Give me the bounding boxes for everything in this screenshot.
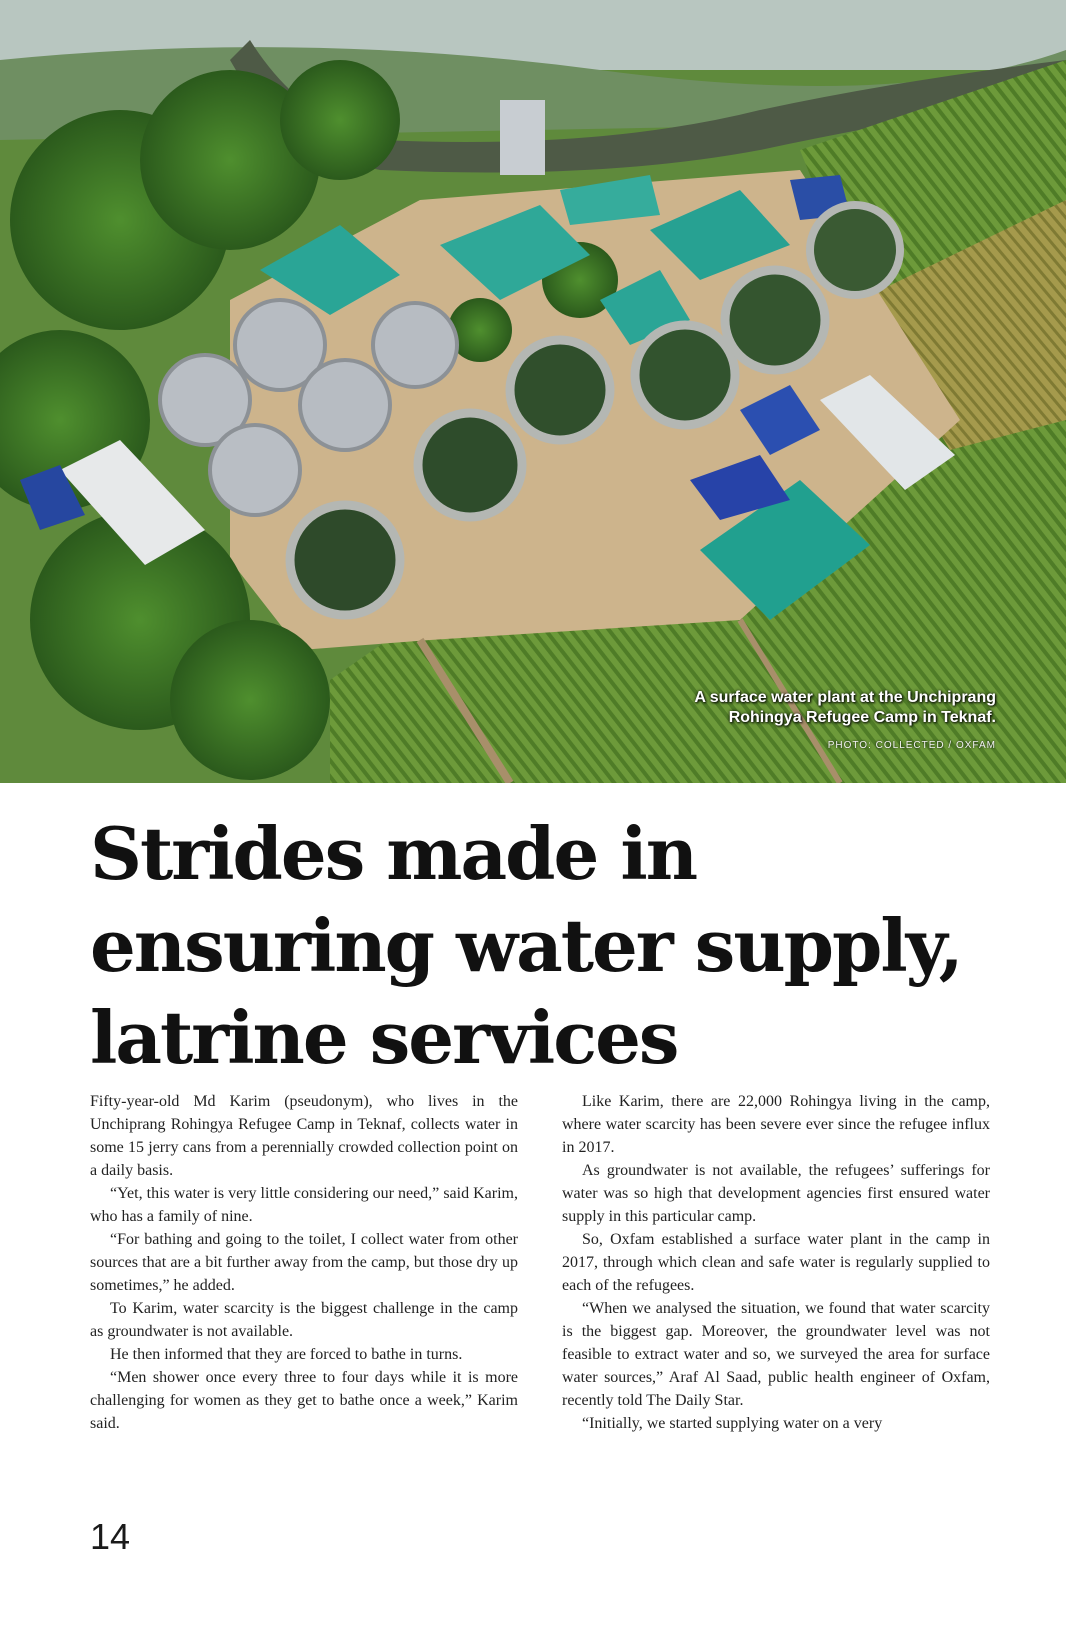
paragraph: As groundwater is not available, the refugees’ sufferings for water was so high that development agencies first ensured water supply in this particular camp. — [562, 1162, 990, 1225]
article-column-right — [562, 1090, 990, 1510]
paragraph: “Yet, this water is very little considering our need,” said Karim, who has a family of nine. — [90, 1185, 518, 1225]
article-headline: Strides made in ensuring water supply, latrine services — [90, 811, 962, 1080]
aerial-photo — [0, 0, 1066, 783]
photo-credit: PHOTO: COLLECTED / OXFAM — [827, 740, 996, 751]
paragraph: To Karim, water scarcity is the biggest challenge in the camp as groundwater is not available. — [90, 1300, 518, 1340]
paragraph: Fifty-year-old Md Karim (pseudonym), who lives in the Unchiprang Rohingya Refugee Camp in Teknaf, collects water in some 15 jerry cans from a perennially crowded collection point on a daily basis. — [90, 1093, 518, 1179]
paragraph: “For bathing and going to the toilet, I collect water from other sources that are a bit further away from the camp, but those dry up sometimes,” he added. — [90, 1231, 518, 1294]
article-column-left — [90, 1090, 518, 1510]
paragraph: “Initially, we started supplying water on a very — [582, 1415, 883, 1432]
paragraph: “When we analysed the situation, we found that water scarcity is the biggest gap. Moreover, the groundwater level was not feasible to extract water and so, we surveyed the area for surface water sources,” Araf Al Saad, public health engineer of Oxfam, recently told The Daily Star. — [562, 1300, 990, 1409]
page-number: 14 — [90, 1516, 131, 1557]
paragraph: “Men shower once every three to four days while it is more challenging for women as they get to bathe once a week,” Karim said. — [90, 1369, 518, 1432]
paragraph: Like Karim, there are 22,000 Rohingya living in the camp, where water scarcity has been severe ever since the refugee influx in 2017. — [562, 1093, 990, 1156]
water-plant-aerial-image — [0, 0, 1066, 783]
paragraph: He then informed that they are forced to bathe in turns. — [110, 1346, 463, 1363]
article-body — [90, 1090, 990, 1510]
photo-caption: A surface water plant at the Unchiprang Rohingya Refugee Camp in Teknaf. — [694, 689, 996, 726]
paragraph: So, Oxfam established a surface water plant in the camp in 2017, through which clean and safe water is regularly supplied to each of the refugees. — [562, 1231, 990, 1294]
